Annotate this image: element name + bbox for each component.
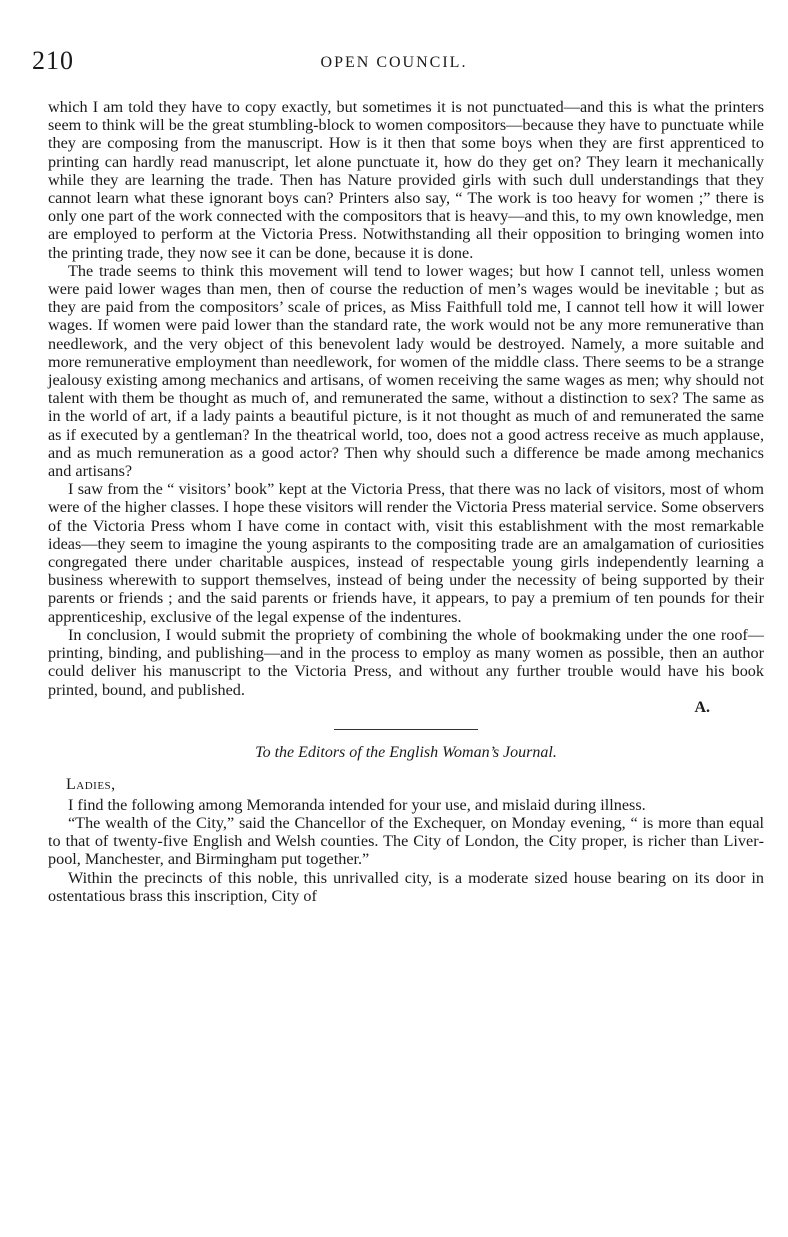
page-number: 210 [32,46,74,75]
running-head: OPEN COUNCIL. [320,54,468,71]
letter-heading: To the Editors of the English Woman’s Journal. [255,743,557,761]
article-paragraph-1: which I am told they have to copy exactly, but sometimes it is not punctuated—and this is what the printers seem to think will be the great stumbling-block to women compositors—because they have to punctuate while they are composing from the manuscript. How is it then that some boys when they are first apprenticed to printing can hardly read manuscript, let alone punctuate it, how do they get on? They learn it mechanically while they are learning the trade. Then has Nature provided girls with such dull understandings that they cannot learn what these ignorant boys can? Printers also say, “ The work is too heavy for women ;” there is only one part of the work connected with the compositors that is heavy—and this, to my own knowledge, men are employed to perform at the Victoria Press. Notwithstanding all their opposition to bringing women into the printing trade, they now see it can be done, because it is done. [48,98,764,262]
letter-salutation: Ladies, [66,775,116,793]
article-paragraph-3: I saw from the “ visitors’ book” kept at the Victoria Press, that there was no lack of visitors, most of whom were of the higher classes. I hope these visitors will render the Victoria Press material service. Some observers of the Victoria Press whom I have come in contact with, visit this establishment with the most remarkable ideas—they seem to imagine the young aspirants to the compositing trade are an amalgamation of curiosities congregated there under charitable auspices, instead of respectable young girls independently learning a business wherewith to support themselves, instead of being under the necessity of being supported by their parents or friends ; and the said parents or friends have, it appears, to pay a premium of ten pounds for their apprenticeship, exclusive of the legal expense of the indentures. [48,480,764,626]
article-paragraph-2: The trade seems to think this movement will tend to lower wages; but how I cannot tell, unless women were paid lower wages than men, then of course the reduction of men’s wages would be inevitable ; but as they are paid from the compositors’ scale of prices, as Miss Faithfull told me, I cannot tell how it will lower wages. If women were paid lower than the standard rate, the work would not be any more remunerative than needlework, and the very object of this benevolent lady would be destroyed. Namely, a more suitable and more remunerative employment than needlework, for women of the middle class. There seems to be a strange jealousy existing among mechanics and artisans, of women receiving the same wages as men; why should not talent with them be thought as much of, and remunerated the same, without a distinction to sex? The same as in the world of art, if a lady paints a beautiful picture, is it not thought as much of and remunerated the same as if executed by a gentleman? In the theatrical world, too, does not a good actress receive as much applause, and as much remuneration as a good actor? Then why should such a difference be made among mechanics and artisans? [48,261,764,481]
letter-paragraph-3: Within the precincts of this noble, this unrivalled city, is a moderate sized house bearing on its door in ostentatious brass this inscription, City of [48,868,764,905]
letter-paragraph-1: I find the following among Memoranda intended for your use, and mislaid during illness. [68,795,646,814]
article-paragraph-4: In conclusion, I would submit the propriety of combining the whole of bookmaking under the one roof—printing, binding, and publishing—and in the process to employ as many women as possible, then an author could deliver his manuscript to the Victoria Press, and without any further trouble would have his book printed, bound, and published. [48,625,764,699]
article-signature: A. [694,698,710,716]
section-divider [334,729,478,730]
letter-paragraph-2: “The wealth of the City,” said the Chancellor of the Exchequer, on Monday evening, “ is more than equal to that of twenty-five English and Welsh counties. The City of London, the City proper, is richer than Liverpool, Manchester, and Birmingham put together.” [48,813,764,869]
page-body [48,98,764,905]
